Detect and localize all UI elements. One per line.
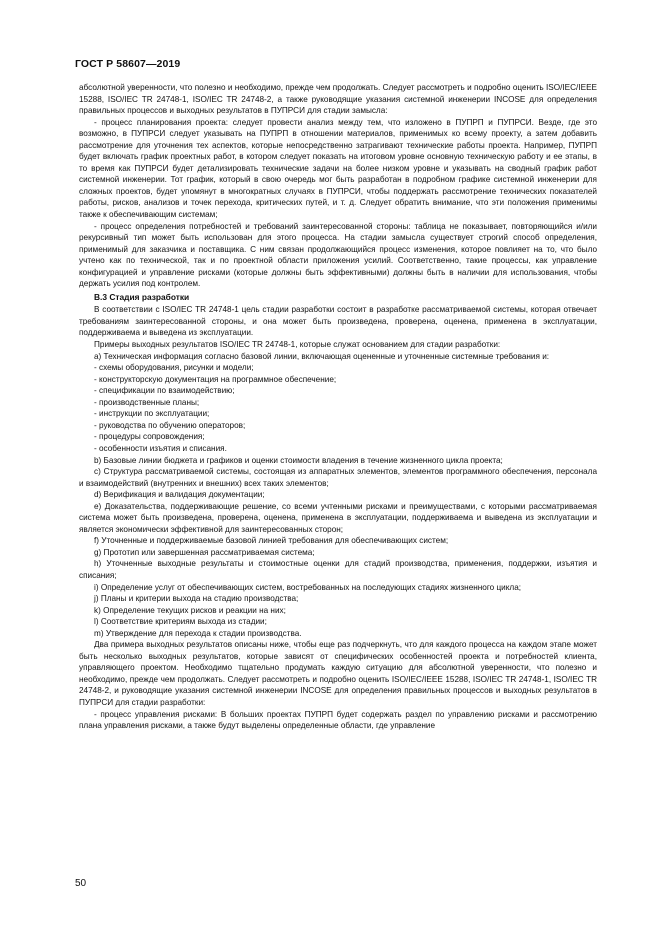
standard-header: ГОСТ Р 58607—2019 <box>75 58 181 70</box>
paragraph: - процесс управления рисками: В больших проектах ПУПРП будет содержать раздел по управлению рисками и рассмотрению плана управления рисками, а также будут выделены определенные области, где управление <box>79 709 597 731</box>
paragraph: - схемы оборудования, рисунки и модели; <box>94 363 254 373</box>
paragraph: - производственные планы; <box>94 397 200 407</box>
paragraph: g) Прототип или завершенная рассматриваемая система; <box>94 547 315 557</box>
paragraph: - спецификации по взаимодействию; <box>94 386 235 396</box>
paragraph: e) Доказательства, поддерживающие решение, со всеми учтенными рисками и преимуществами, с которыми рассматриваемая система может быть произведена, проверена, оценена, применена в эксплуатации, поддерживаема и выведена из эксплуатации и является экономически эффективной для заинтересованных сторон; <box>79 501 597 534</box>
paragraph: f) Уточненные и поддерживаемые базовой линией требования для обеспечивающих систем; <box>94 536 449 546</box>
paragraph: - процесс определения потребностей и требований заинтересованной стороны: таблица не показывает, повторяющийся и/или рекурсивный тип может быть использован для этого процесса. На стадии замысла существует строгий способ определения, применимый для заказчика и поставщика. С ним связан продолжающийся процесс изменения, которое повлияет на то, что было учтено как по технической, так и по проектной области приложения усилий. Соответственно, такие процессы, как управление конфигурацией и управление рисками (которые должны быть эффективными) должны быть в наличии для использования, чтобы держать усилия под контролем. <box>79 221 597 289</box>
paragraph: - инструкции по эксплуатации; <box>94 409 210 419</box>
paragraph: - процедуры сопровождения; <box>94 432 205 442</box>
paragraph: а) Техническая информация согласно базовой линии, включающая оцененные и уточненные системные требования и: <box>94 351 550 361</box>
paragraph: абсолютной уверенности, что полезно и необходимо, прежде чем продолжать. Следует рассмотреть и подробно оценить ISO/IEC/IEEE 15288, ISO/IEC TR 24748-1, ISO/IEC TR 24748-2, а также руководящие указания системной инженерии INCOSE для определения правильных процессов и выходных результатов в ПУПРСИ для стадии замысла: <box>79 83 597 116</box>
paragraph: k) Определение текущих рисков и реакции на них; <box>94 605 286 615</box>
paragraph: В соответствии с ISO/IEC TR 24748-1 цель стадии разработки состоит в разработке рассматриваемой системы, которая отвечает требованиям заинтересованной стороны, и она может быть произведена, проверена, оценена, применена в эксплуатации, поддерживаема и выведена из эксплуатации. <box>79 305 597 338</box>
intro-block <box>79 82 597 290</box>
paragraph: Два примера выходных результатов описаны ниже, чтобы еще раз подчеркнуть, что для каждого процесса на каждом этапе может быть несколько выходных результатов, которые зависят от специфических особенностей проекта и потребностей клиента, управляющего проектом. Необходимо тщательно продумать каждую ситуацию для абсолютной уверенности, что полезно и необходимо, прежде чем продолжать. Следует рассмотреть и подробно оценить ISO/IEC/IEEE 15288, ISO/IEC TR 24748-1, ISO/IEC TR 24748-2, и руководящие указания системной инженерии INCOSE для определения правильных процессов и выходных результатов в ПУПРСИ для стадии разработки: <box>79 640 597 707</box>
paragraph: m) Утверждение для перехода к стадии производства. <box>94 628 302 638</box>
paragraph: j) Планы и критерии выхода на стадию производства; <box>94 594 299 604</box>
paragraph: - конструкторскую документация на программное обеспечение; <box>94 374 337 384</box>
paragraph: - руководства по обучению операторов; <box>94 420 246 430</box>
page-number: 50 <box>75 878 87 889</box>
paragraph: - процесс планирования проекта: следует провести анализ между тем, что изложено в ПУПРП и ПУПРСИ. Везде, где это возможно, в ПУПРСИ следует указывать на ПУПРП в отношении материалов, применимых ко всему проекту, а затем добавить рассмотрение для уточнения тех аспектов, которые непосредственно затрагивают технические работы проекта. Например, ПУПРП будет включать график проектных работ, в котором следует показать на итоговом уровне основную техническую работу и ее этапы, в то время как ПУПРСИ будет детализировать технические задачи на более низком уровне и указывать на сводный график работ системной инженерии. Тот график, который в свою очередь мог быть разработан в подробном графике системной инженерии для сложных проектов, будет упомянут в многократных случаях в ПУПРСИ, чтобы поддержать рассмотрение технических показателей работы, рисков, анализов и точек перехода, критических путей, и т. д. Следует обратить внимание, что эти положения применимы также к обеспечивающим системам; <box>79 117 597 220</box>
paragraph: h) Уточненные выходные результаты и стоимостные оценки для стадий производства, применения, поддержки, изъятия и списания; <box>79 559 597 580</box>
paragraph: d) Верификация и валидация документации; <box>94 490 265 500</box>
paragraph: b) Базовые линии бюджета и графиков и оценки стоимости владения в течение жизненного цикла проекта; <box>94 455 503 465</box>
paragraph: Примеры выходных результатов ISO/IEC TR 24748-1, которые служат основанием для стадии разработки: <box>94 340 501 350</box>
paragraph: i) Определение услуг от обеспечивающих систем, востребованных на последующих стадиях жизненного цикла; <box>94 582 522 592</box>
paragraph: - особенности изъятия и списания. <box>94 443 227 453</box>
section-title: В.3 Стадия разработки <box>94 291 190 302</box>
paragraph: c) Структура рассматриваемой системы, состоящая из аппаратных элементов, элементов программного обеспечения, персонала и взаимодействий (внутренних и внешних) всех таких элементов; <box>79 467 597 488</box>
paragraph: l) Соответствие критериям выхода из стадии; <box>94 617 267 627</box>
document-body <box>79 82 597 732</box>
section-block <box>79 304 597 731</box>
